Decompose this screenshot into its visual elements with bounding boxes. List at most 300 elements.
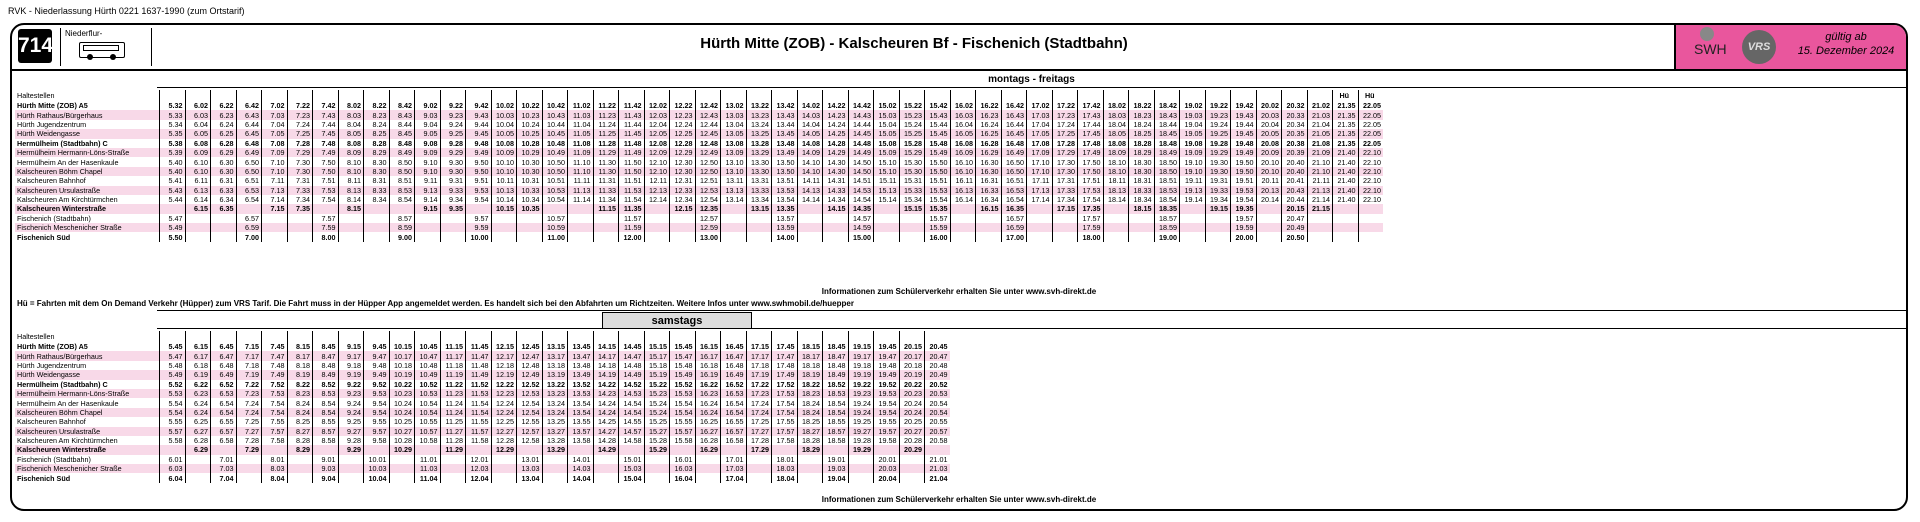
departure-time: 12.13 xyxy=(644,186,670,195)
departure-time: 10.49 xyxy=(542,148,568,157)
departure-time: 11.50 xyxy=(619,167,645,176)
departure-time: 16.55 xyxy=(721,417,747,426)
departure-time: 13.02 xyxy=(721,101,747,110)
departure-time xyxy=(1256,223,1282,232)
departure-time: 8.18 xyxy=(287,361,313,370)
departure-time: 17.58 xyxy=(772,436,798,445)
departure-time: 18.25 xyxy=(797,417,823,426)
departure-time xyxy=(440,223,466,232)
departure-time: 8.04 xyxy=(338,120,364,129)
departure-time: 16.43 xyxy=(1001,110,1027,119)
column-header xyxy=(925,90,951,101)
departure-time: 14.03 xyxy=(797,110,823,119)
departure-time: 11.34 xyxy=(593,195,619,204)
departure-time: 16.34 xyxy=(976,195,1002,204)
departure-time xyxy=(695,455,721,464)
departure-time: 13.57 xyxy=(772,214,798,223)
departure-time: 20.15 xyxy=(899,342,925,351)
departure-time: 10.43 xyxy=(542,110,568,119)
departure-time: 14.54 xyxy=(619,408,645,417)
departure-time: 7.10 xyxy=(262,157,288,166)
departure-time xyxy=(1052,214,1078,223)
departure-time: 10.24 xyxy=(389,408,415,417)
departure-time xyxy=(542,204,568,213)
column-header xyxy=(695,90,721,101)
departure-time: 18.52 xyxy=(823,380,849,389)
departure-time: 12.03 xyxy=(644,110,670,119)
departure-time: 19.05 xyxy=(1180,129,1206,138)
timetable-row xyxy=(15,351,950,360)
departure-time: 16.08 xyxy=(950,139,976,148)
departure-time: 7.03 xyxy=(211,464,237,473)
departure-time: 21.14 xyxy=(1307,195,1333,204)
departure-time: 9.57 xyxy=(364,427,390,436)
departure-time: 18.30 xyxy=(1129,157,1155,166)
departure-time: 10.57 xyxy=(542,214,568,223)
departure-time: 14.48 xyxy=(619,361,645,370)
stop-name: Hürth Mitte (ZOB) A5 xyxy=(17,342,88,352)
departure-time: 20.47 xyxy=(925,351,950,360)
departure-time: 16.03 xyxy=(950,110,976,119)
departure-time: 17.10 xyxy=(1027,157,1053,166)
departure-time: 14.44 xyxy=(848,120,874,129)
departure-time xyxy=(542,455,568,464)
departure-time: 21.40 xyxy=(1333,148,1359,157)
departure-time: 16.33 xyxy=(976,186,1002,195)
departure-time: 14.19 xyxy=(593,370,619,379)
departure-time xyxy=(1307,214,1333,223)
departure-time: 15.27 xyxy=(644,427,670,436)
departure-time: 18.35 xyxy=(1154,204,1180,213)
departure-time: 15.30 xyxy=(899,167,925,176)
stop-name: Hürth Rathaus/Bürgerhaus xyxy=(15,351,160,360)
departure-time: 15.24 xyxy=(899,120,925,129)
departure-time: 9.50 xyxy=(466,157,492,166)
stop-name: Kalscheuren Böhm Chapel xyxy=(15,167,160,176)
departure-time: 18.54 xyxy=(823,408,849,417)
departure-time: 19.57 xyxy=(874,427,900,436)
departure-time: 15.48 xyxy=(670,361,696,370)
departure-time: 10.18 xyxy=(389,361,415,370)
departure-time: 20.33 xyxy=(1282,110,1308,119)
departure-time: 9.28 xyxy=(338,436,364,445)
departure-time: 19.15 xyxy=(848,342,874,351)
departure-time: 12.28 xyxy=(670,139,696,148)
departure-time: 19.48 xyxy=(874,361,900,370)
departure-time: 11.25 xyxy=(593,129,619,138)
departure-time: 14.58 xyxy=(619,436,645,445)
departure-time: 9.52 xyxy=(364,380,390,389)
departure-time: 10.47 xyxy=(415,351,441,360)
departure-time: 8.44 xyxy=(389,120,415,129)
departure-time: 7.54 xyxy=(262,408,288,417)
departure-time: 13.43 xyxy=(772,110,798,119)
column-header xyxy=(338,331,364,342)
departure-time: 8.31 xyxy=(364,176,390,185)
departure-time: 6.22 xyxy=(211,101,237,110)
departure-time: 6.57 xyxy=(236,214,262,223)
departure-time: 8.27 xyxy=(287,427,313,436)
departure-time: 14.04 xyxy=(568,473,594,482)
departure-time: 17.23 xyxy=(746,389,772,398)
timetable-header-row xyxy=(15,331,950,342)
departure-time: 11.54 xyxy=(466,398,492,407)
departure-time: 10.03 xyxy=(491,110,517,119)
departure-time: 10.54 xyxy=(542,195,568,204)
departure-time: 11.49 xyxy=(619,148,645,157)
departure-time: 11.01 xyxy=(415,455,441,464)
departure-time: 22.10 xyxy=(1358,195,1383,204)
departure-time: 8.11 xyxy=(338,176,364,185)
departure-time: 7.08 xyxy=(262,139,288,148)
departure-time: 13.33 xyxy=(746,186,772,195)
departure-time xyxy=(287,232,313,241)
departure-time: 10.30 xyxy=(517,167,543,176)
column-header xyxy=(797,90,823,101)
departure-time: 6.01 xyxy=(160,455,186,464)
departure-time: 10.45 xyxy=(542,129,568,138)
column-header xyxy=(721,90,747,101)
departure-time: 6.22 xyxy=(185,380,211,389)
departure-time: 14.17 xyxy=(593,351,619,360)
departure-time: 11.23 xyxy=(440,389,466,398)
departure-time: 6.24 xyxy=(185,408,211,417)
departure-time: 17.50 xyxy=(1078,167,1104,176)
departure-time: 17.02 xyxy=(1027,101,1053,110)
departure-time xyxy=(1129,232,1155,241)
departure-time: 5.47 xyxy=(160,214,186,223)
departure-time: 12.24 xyxy=(670,120,696,129)
departure-time: 20.40 xyxy=(1282,157,1308,166)
departure-time: 17.49 xyxy=(1078,148,1104,157)
departure-time: 8.58 xyxy=(313,436,339,445)
stop-name: Kalscheuren Winterstraße xyxy=(15,445,160,454)
departure-time xyxy=(593,223,619,232)
departure-time: 18.50 xyxy=(1154,157,1180,166)
departure-time: 7.34 xyxy=(287,195,313,204)
departure-time: 7.42 xyxy=(313,101,339,110)
departure-time: 8.54 xyxy=(313,408,339,417)
column-header xyxy=(313,90,339,101)
departure-time: 20.24 xyxy=(899,408,925,417)
departure-time: 18.00 xyxy=(1078,232,1104,241)
departure-time: 15.30 xyxy=(899,157,925,166)
departure-time xyxy=(1333,232,1359,241)
departure-time: 17.45 xyxy=(772,342,798,351)
departure-time: 13.03 xyxy=(517,464,543,473)
departure-time: 17.03 xyxy=(721,464,747,473)
departure-time: 5.35 xyxy=(160,129,186,138)
departure-time: 8.13 xyxy=(338,186,364,195)
departure-time: 19.18 xyxy=(848,361,874,370)
departure-time: 8.25 xyxy=(287,417,313,426)
departure-time: 14.34 xyxy=(823,195,849,204)
departure-time: 18.53 xyxy=(1154,186,1180,195)
departure-time: 15.08 xyxy=(874,139,900,148)
departure-time: 9.24 xyxy=(338,408,364,417)
timetable-row xyxy=(15,370,950,379)
departure-time: 16.50 xyxy=(1001,157,1027,166)
departure-time xyxy=(746,473,772,482)
departure-time: 13.47 xyxy=(568,351,594,360)
departure-time: 14.52 xyxy=(619,380,645,389)
departure-time: 12.10 xyxy=(644,157,670,166)
departure-time: 8.34 xyxy=(364,195,390,204)
departure-time: 11.03 xyxy=(568,110,594,119)
departure-time: 15.01 xyxy=(619,455,645,464)
departure-time: 13.48 xyxy=(772,139,798,148)
departure-time: 11.27 xyxy=(440,427,466,436)
route-title: Hürth Mitte (ZOB) - Kalscheuren Bf - Fischenich (Stadtbahn) xyxy=(700,35,1128,52)
departure-time: 21.08 xyxy=(1307,139,1333,148)
departure-time xyxy=(644,204,670,213)
departure-time: 8.15 xyxy=(287,342,313,351)
departure-time: 15.25 xyxy=(899,129,925,138)
departure-time: 15.24 xyxy=(644,398,670,407)
departure-time: 11.49 xyxy=(466,370,492,379)
departure-time: 11.14 xyxy=(568,195,594,204)
departure-time: 17.18 xyxy=(746,361,772,370)
departure-time xyxy=(1205,214,1231,223)
departure-time: 8.03 xyxy=(262,464,288,473)
departure-time xyxy=(1052,232,1078,241)
timetable-row xyxy=(15,129,1383,138)
departure-time: 9.14 xyxy=(415,195,441,204)
departure-time: 6.18 xyxy=(185,361,211,370)
departure-time: 16.42 xyxy=(1001,101,1027,110)
departure-time: 16.59 xyxy=(1001,223,1027,232)
departure-time: 20.55 xyxy=(925,417,950,426)
departure-time: 19.49 xyxy=(874,370,900,379)
departure-time: 9.02 xyxy=(415,101,441,110)
departure-time: 17.53 xyxy=(1078,186,1104,195)
departure-time: 16.51 xyxy=(1001,176,1027,185)
departure-time: 10.13 xyxy=(491,186,517,195)
departure-time: 17.10 xyxy=(1027,167,1053,176)
departure-time: 15.11 xyxy=(874,176,900,185)
departure-time: 6.55 xyxy=(211,417,237,426)
departure-time: 12.09 xyxy=(644,148,670,157)
departure-time: 15.50 xyxy=(925,157,951,166)
departure-time: 11.30 xyxy=(593,167,619,176)
departure-time xyxy=(262,214,288,223)
departure-time: 13.22 xyxy=(542,380,568,389)
departure-time: 8.19 xyxy=(287,370,313,379)
departure-time: 12.47 xyxy=(517,351,543,360)
departure-time: 14.18 xyxy=(593,361,619,370)
departure-time: 16.53 xyxy=(1001,186,1027,195)
departure-time: 17.48 xyxy=(1078,139,1104,148)
departure-time: 19.44 xyxy=(1231,120,1257,129)
column-header xyxy=(772,90,798,101)
departure-time: 9.08 xyxy=(415,139,441,148)
departure-time xyxy=(644,455,670,464)
departure-time: 15.57 xyxy=(670,427,696,436)
departure-time: 21.01 xyxy=(925,455,950,464)
departure-time: 7.35 xyxy=(287,204,313,213)
departure-time: 11.22 xyxy=(593,101,619,110)
departure-time: 10.59 xyxy=(542,223,568,232)
departure-time: 13.08 xyxy=(721,139,747,148)
departure-time: 18.48 xyxy=(823,361,849,370)
departure-time: 8.28 xyxy=(364,139,390,148)
departure-time: 19.49 xyxy=(1231,148,1257,157)
departure-time xyxy=(1358,214,1383,223)
departure-time: 18.17 xyxy=(797,351,823,360)
departure-time xyxy=(644,464,670,473)
departure-time xyxy=(644,223,670,232)
column-header xyxy=(1129,90,1155,101)
column-header xyxy=(1078,90,1104,101)
departure-time: 10.23 xyxy=(389,389,415,398)
validity-text xyxy=(1786,30,1906,58)
departure-time xyxy=(899,473,925,482)
departure-time: 17.54 xyxy=(772,408,798,417)
departure-time: 14.54 xyxy=(848,195,874,204)
departure-time: 11.54 xyxy=(466,408,492,417)
departure-time: 9.23 xyxy=(440,110,466,119)
departure-time: 18.11 xyxy=(1103,176,1129,185)
column-header xyxy=(466,331,492,342)
departure-time: 13.51 xyxy=(772,176,798,185)
departure-time: 8.45 xyxy=(313,342,339,351)
departure-time: 18.51 xyxy=(1154,176,1180,185)
departure-time: 9.48 xyxy=(364,361,390,370)
departure-time xyxy=(491,214,517,223)
departure-time: 20.47 xyxy=(1282,214,1308,223)
departure-time: 6.53 xyxy=(211,389,237,398)
departure-time: 16.11 xyxy=(950,176,976,185)
timetable-row xyxy=(15,148,1383,157)
departure-time: 13.30 xyxy=(746,157,772,166)
departure-time: 6.49 xyxy=(211,370,237,379)
departure-time xyxy=(517,214,543,223)
departure-time: 9.13 xyxy=(415,186,441,195)
departure-time: 13.50 xyxy=(772,167,798,176)
departure-time: 16.10 xyxy=(950,167,976,176)
departure-time: 15.23 xyxy=(644,389,670,398)
departure-time: 13.25 xyxy=(746,129,772,138)
departure-time: 15.29 xyxy=(899,148,925,157)
departure-time: 11.09 xyxy=(568,148,594,157)
departure-time xyxy=(262,445,288,454)
departure-time: 8.47 xyxy=(313,351,339,360)
departure-time xyxy=(797,455,823,464)
departure-time: 19.14 xyxy=(1180,195,1206,204)
departure-time: 7.29 xyxy=(236,445,262,454)
stop-name: Fischenich (Stadtbahn) xyxy=(17,213,91,223)
departure-time: 14.28 xyxy=(823,139,849,148)
departure-time: 20.45 xyxy=(925,342,950,351)
departure-time: 12.23 xyxy=(491,389,517,398)
departure-time: 10.10 xyxy=(491,157,517,166)
column-header xyxy=(644,331,670,342)
departure-time: 9.25 xyxy=(440,129,466,138)
departure-time xyxy=(338,455,364,464)
departure-time: 8.53 xyxy=(389,186,415,195)
departure-time: 16.14 xyxy=(950,195,976,204)
departure-time: 13.58 xyxy=(568,436,594,445)
departure-time: 7.18 xyxy=(236,361,262,370)
departure-time xyxy=(364,223,390,232)
departure-time xyxy=(950,223,976,232)
departure-time: 18.22 xyxy=(1129,101,1155,110)
departure-time: 19.11 xyxy=(1180,176,1206,185)
departure-time xyxy=(644,473,670,482)
departure-time: 15.59 xyxy=(925,223,951,232)
departure-time: 6.44 xyxy=(236,120,262,129)
departure-time: 17.57 xyxy=(1078,214,1104,223)
departure-time: 9.17 xyxy=(338,351,364,360)
column-header xyxy=(415,90,441,101)
departure-time: 15.31 xyxy=(899,176,925,185)
departure-time: 13.52 xyxy=(568,380,594,389)
departure-time: 12.22 xyxy=(670,101,696,110)
departure-time xyxy=(797,223,823,232)
departure-time: 17.42 xyxy=(1078,101,1104,110)
departure-time: 6.05 xyxy=(185,129,211,138)
departure-time: 12.03 xyxy=(466,464,492,473)
departure-time: 17.54 xyxy=(1078,195,1104,204)
departure-time: 17.25 xyxy=(746,417,772,426)
departure-time: 15.10 xyxy=(874,157,900,166)
departure-time: 22.05 xyxy=(1358,139,1383,148)
departure-time xyxy=(185,223,211,232)
departure-time: 17.15 xyxy=(746,342,772,351)
departure-time xyxy=(797,232,823,241)
departure-time xyxy=(415,445,441,454)
departure-time: 21.40 xyxy=(1333,167,1359,176)
departure-time: 12.54 xyxy=(517,408,543,417)
departure-time: 10.04 xyxy=(491,120,517,129)
stop-name: Hürth Mitte (ZOB) A5 xyxy=(17,101,88,111)
departure-time: 8.00 xyxy=(313,232,339,241)
departure-time xyxy=(262,232,288,241)
timetable-row xyxy=(15,455,950,464)
departure-time: 17.28 xyxy=(1052,139,1078,148)
departure-time: 16.23 xyxy=(695,389,721,398)
timetable-row xyxy=(15,389,950,398)
departure-time xyxy=(466,204,492,213)
departure-time: 16.49 xyxy=(721,370,747,379)
departure-time: 16.24 xyxy=(695,408,721,417)
departure-time: 13.09 xyxy=(721,148,747,157)
departure-time: 12.53 xyxy=(695,186,721,195)
departure-time: 17.04 xyxy=(721,473,747,482)
departure-time: 13.28 xyxy=(746,139,772,148)
departure-time: 15.23 xyxy=(899,110,925,119)
departure-time xyxy=(695,473,721,482)
departure-time: 7.25 xyxy=(287,129,313,138)
column-header xyxy=(313,331,339,342)
departure-time: 8.04 xyxy=(262,473,288,482)
low-floor-bus-icon xyxy=(79,42,125,58)
departure-time: 6.47 xyxy=(211,351,237,360)
departure-time: 8.03 xyxy=(338,110,364,119)
column-header xyxy=(364,90,390,101)
departure-time: 19.22 xyxy=(848,380,874,389)
departure-time: 12.10 xyxy=(644,167,670,176)
departure-time xyxy=(899,232,925,241)
departure-time: 6.52 xyxy=(211,380,237,389)
departure-time: 14.35 xyxy=(848,204,874,213)
column-header xyxy=(874,90,900,101)
departure-time: 14.45 xyxy=(848,129,874,138)
departure-time xyxy=(1333,204,1359,213)
column-header xyxy=(542,331,568,342)
departure-time: 5.43 xyxy=(160,186,186,195)
departure-time: 21.35 xyxy=(1333,139,1359,148)
